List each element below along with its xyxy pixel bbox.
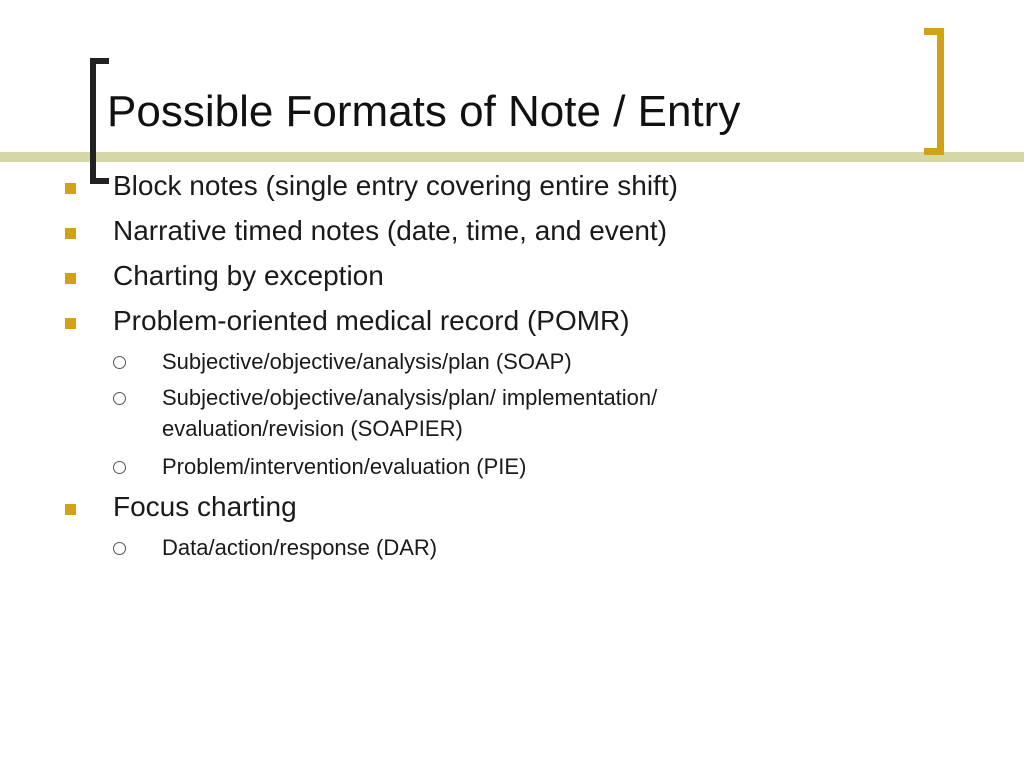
square-bullet-icon	[65, 504, 76, 515]
right-bracket-decoration	[924, 28, 944, 155]
sub-bullet-item-soap	[0, 346, 1024, 382]
bullet-text: Narrative timed notes (date, time, and event)	[113, 215, 668, 246]
hollow-circle-bullet-icon	[113, 356, 126, 369]
sub-bullet-text: Data/action/response (DAR)	[162, 535, 438, 560]
hollow-circle-bullet-icon	[113, 392, 126, 405]
sub-bullet-text: Problem/intervention/evaluation (PIE)	[162, 454, 527, 479]
bullet-item-narrative-timed-notes	[0, 211, 1024, 256]
hollow-circle-bullet-icon	[113, 461, 126, 474]
square-bullet-icon	[65, 273, 76, 284]
bullet-item-focus-charting	[0, 487, 1024, 532]
square-bullet-icon	[65, 228, 76, 239]
bullet-item-charting-by-exception	[0, 256, 1024, 301]
bullet-text: Block notes (single entry covering entire shift)	[113, 170, 678, 201]
bullet-item-block-notes	[0, 166, 1024, 211]
sub-bullet-text: Subjective/objective/analysis/plan (SOAP)	[162, 349, 572, 374]
square-bullet-icon	[65, 183, 76, 194]
bullet-text: Charting by exception	[113, 260, 384, 291]
sub-bullet-item-dar	[0, 532, 1024, 568]
sub-bullet-text: Subjective/objective/analysis/plan/ implementation/ evaluation/revision (SOAPIER)	[162, 385, 658, 441]
bullet-text: Focus charting	[113, 491, 297, 522]
square-bullet-icon	[65, 318, 76, 329]
slide-title: Possible Formats of Note / Entry	[107, 87, 741, 136]
sub-bullet-item-pie	[0, 451, 1024, 487]
bullet-list	[0, 166, 1024, 568]
bullet-text: Problem-oriented medical record (POMR)	[113, 305, 630, 336]
title-underline-rule	[0, 152, 1024, 162]
sub-bullet-item-soapier	[0, 382, 1024, 451]
hollow-circle-bullet-icon	[113, 542, 126, 555]
bullet-item-pomr	[0, 301, 1024, 346]
